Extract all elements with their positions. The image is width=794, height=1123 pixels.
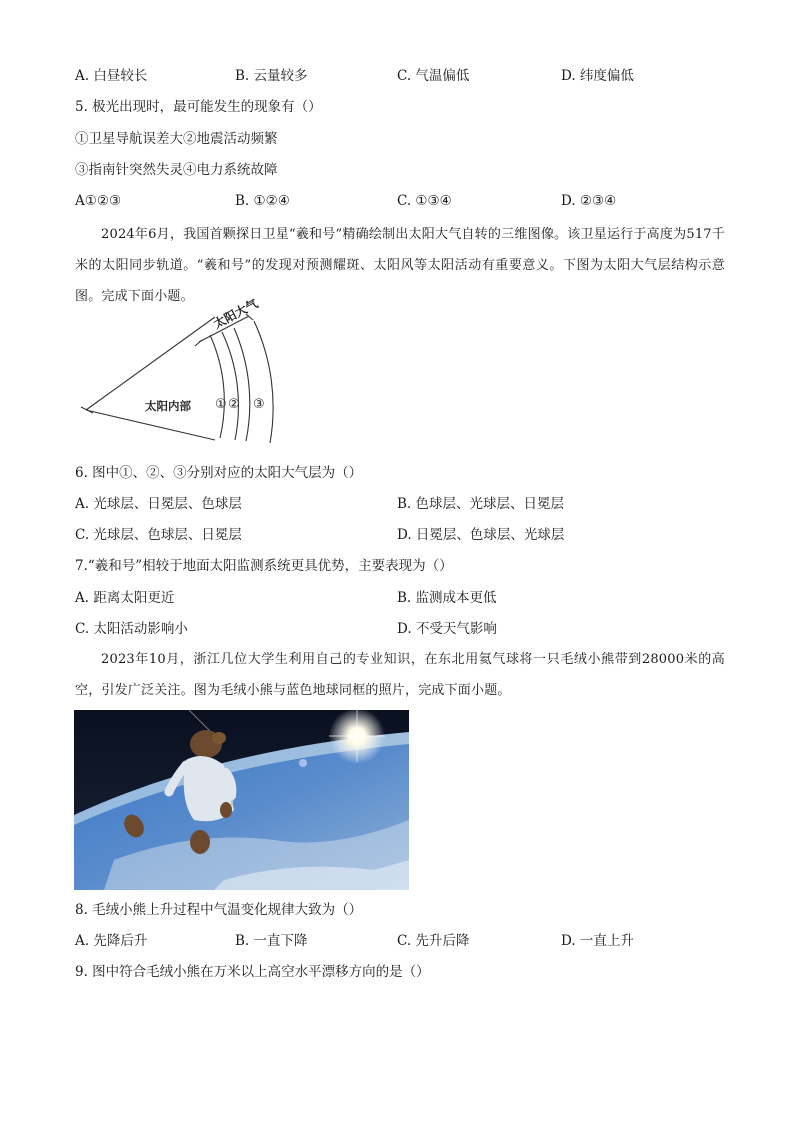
q8-option-d: D. 一直上升 (561, 933, 634, 949)
bear-earth-photo (74, 710, 409, 890)
q7-option-d: D. 不受天气影响 (397, 621, 497, 637)
q7-stem: 7.“羲和号”相较于地面太阳监测系统更具优势，主要表现为（） (75, 558, 453, 574)
q8-option-c: C. 先升后降 (397, 933, 470, 949)
layer-mark-2: ② (228, 397, 240, 412)
q6-option-b: B. 色球层、光球层、日冕层 (397, 496, 565, 512)
q5-stem: 5. 极光出现时，最可能发生的现象有（） (75, 99, 322, 115)
passage-bear (75, 644, 725, 706)
passage-bear-text: 2023年10月，浙江几位大学生利用自己的专业知识，在东北用氦气球将一只毛绒小熊带到28000米的高空，引发广泛关注。图为毛绒小熊与蓝色地球同框的照片，完成下面小题。 (75, 652, 725, 698)
q5-items-line2: ③指南针突然失灵④电力系统故障 (75, 162, 278, 178)
q5-items-line1: ①卫星导航误差大②地震活动频繁 (75, 131, 278, 147)
q9-stem: 9. 图中符合毛绒小熊在万米以上高空水平漂移方向的是（） (75, 964, 430, 980)
q5-option-b: B. ①②④ (235, 193, 290, 209)
q6-option-a: A. 光球层、日冕层、色球层 (75, 496, 242, 512)
q4-option-c: C. 气温偏低 (397, 68, 470, 84)
q4-option-d: D. 纬度偏低 (561, 68, 634, 84)
q7-option-b: B. 监测成本更低 (397, 590, 497, 606)
q5-option-d: D. ②③④ (561, 193, 617, 209)
q8-option-a: A. 先降后升 (75, 933, 148, 949)
passage-xihe-text: 2024年6月，我国首颗探日卫星“羲和号”精确绘制出太阳大气自转的三维图像。该卫星运行于高度为517千米的太阳同步轨道。“羲和号”的发现对预测耀斑、太阳风等太阳活动有重要意义。下图为太阳大气层结构示意图。完成下面小题。 (75, 227, 725, 304)
sun-atmosphere-diagram (75, 296, 275, 450)
q6-option-c: C. 光球层、色球层、日冕层 (75, 527, 242, 543)
label-solar-atmosphere: 太阳大气 (211, 296, 261, 332)
q6-option-d: D. 日冕层、色球层、光球层 (397, 527, 565, 543)
q7-option-a: A. 距离太阳更近 (75, 590, 175, 606)
label-solar-interior: 太阳内部 (145, 399, 191, 413)
passage-xihe (75, 219, 725, 312)
q5-option-a: A①②③ (75, 193, 122, 209)
q4-option-a: A. 白昼较长 (75, 68, 148, 84)
q4-option-b: B. 云量较多 (235, 68, 308, 84)
q8-stem: 8. 毛绒小熊上升过程中气温变化规律大致为（） (75, 902, 363, 918)
q7-option-c: C. 太阳活动影响小 (75, 621, 188, 637)
q5-option-c: C. ①③④ (397, 193, 452, 209)
layer-mark-3: ③ (253, 397, 265, 412)
q8-option-b: B. 一直下降 (235, 933, 308, 949)
q6-stem: 6. 图中①、②、③分别对应的太阳大气层为（） (75, 465, 363, 481)
layer-mark-1: ① (215, 397, 227, 412)
